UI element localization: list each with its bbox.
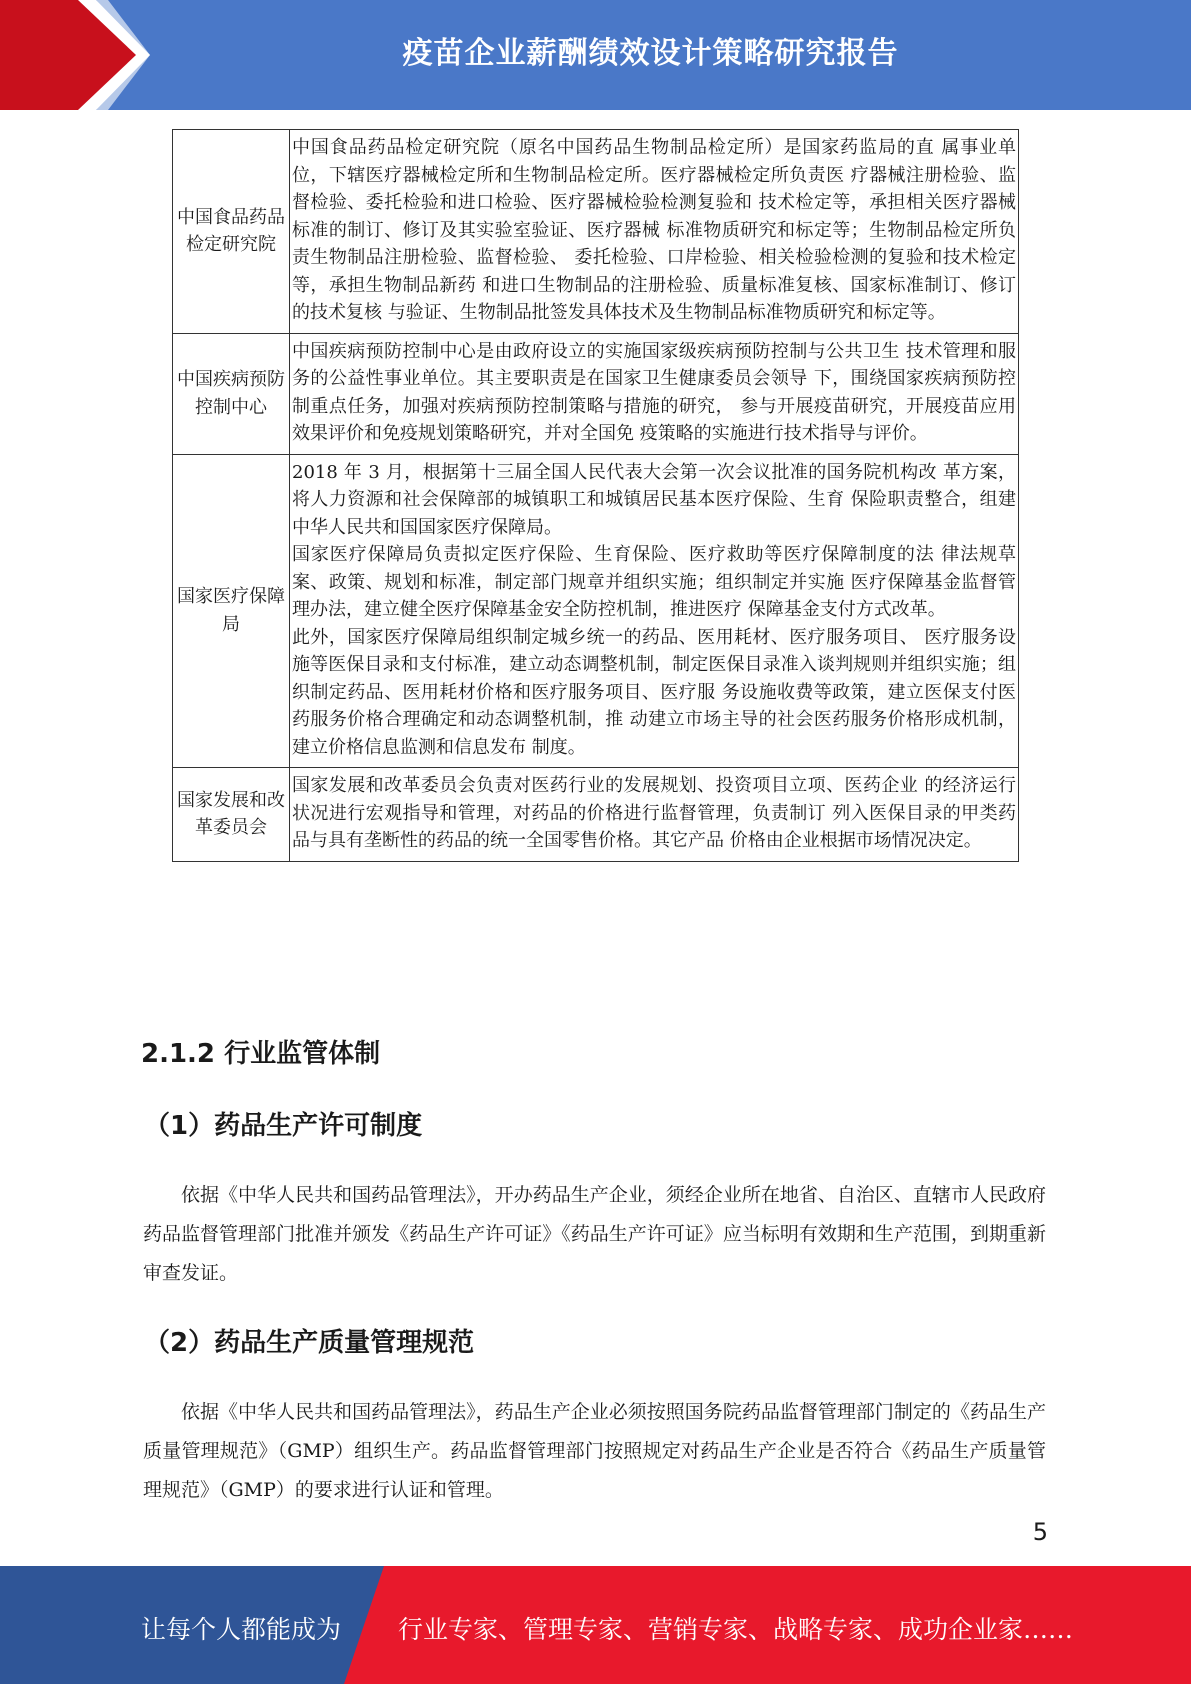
table-row bbox=[173, 333, 1019, 454]
header-arrow-decoration bbox=[0, 0, 170, 110]
description-paragraph: 国家发展和改革委员会负责对医药行业的发展规划、投资项目立项、医药企业 的经济运行状况进行宏观指导和管理，对药品的价格进行监督管理，负责制订 列入医保目录的甲类药品与具有垄断性的药品的统一全国零售价格。其它产品 价格由企业根据市场情况决定。 bbox=[292, 775, 1016, 851]
subsection-body-2: 依据《中华人民共和国药品管理法》，药品生产企业必须按照国务院药品监督管理部门制定的《药品生产质量管理规范》（GMP）组织生产。药品监督管理部门按照规定对药品生产企业是否符合《药品生产质量管理规范》（GMP）的要求进行认证和管理。 bbox=[143, 1401, 1046, 1501]
page-number: 5 bbox=[1032, 1518, 1048, 1546]
org-description-cell bbox=[290, 333, 1019, 454]
page-footer bbox=[0, 1566, 1191, 1684]
org-description-cell bbox=[290, 768, 1019, 862]
description-paragraph: 中国食品药品检定研究院（原名中国药品生物制品检定所）是国家药监局的直 属事业单位，下辖医疗器械检定所和生物制品检定所。医疗器械检定所负责医 疗器械注册检验、监督检验、委托检验和进口检验、医疗器械检验检测复验和 技术检定等，承担相关医疗器械标准的制订、修订及其实验室验证、医疗器械 标准物质研究和标定等；生物制品检定所负责生物制品注册检验、监督检验、 委托检验、口岸检验、相关检验检测的复验和技术检定等，承担生物制品新药 和进口生物制品的注册检验、质量标准复核、国家标准制订、修订的技术复核 与验证、生物制品批签发具体技术及生物制品标准物质研究和标定等。 bbox=[292, 137, 1016, 323]
org-description-cell bbox=[290, 130, 1019, 334]
organization-table bbox=[172, 129, 1019, 862]
description-paragraph: 此外，国家医疗保障局组织制定城乡统一的药品、医用耗材、医疗服务项目、 医疗服务设施等医保目录和支付标准，建立动态调整机制，制定医保目录准入谈判规则并组织实施；组织制定药品、医用耗材价格和医疗服务项目、医疗服 务设施收费等政策，建立医保支付医药服务价格合理确定和动态调整机制，推 动建立市场主导的社会医药服务价格形成机制，建立价格信息监测和信息发布 制度。 bbox=[292, 626, 1016, 758]
description-paragraph: 2018 年 3 月，根据第十三届全国人民代表大会第一次会议批准的国务院机构改 革方案，将人力资源和社会保障部的城镇职工和城镇居民基本医疗保险、生育 保险职责整合，组建中华人民共和国国家医疗保障局。 bbox=[292, 461, 1016, 538]
description-paragraph: 国家医疗保障局负责拟定医疗保险、生育保险、医疗救助等医疗保障制度的法 律法规草案、政策、规划和标准，制定部门规章并组织实施；组织制定并实施 医疗保障基金监督管理办法，建立健全医疗保障基金安全防控机制，推进医疗 保障基金支付方式改革。 bbox=[292, 544, 1016, 620]
table-row bbox=[173, 454, 1019, 768]
description-paragraph: 中国疾病预防控制中心是由政府设立的实施国家级疾病预防控制与公共卫生 技术管理和服务的公益性事业单位。其主要职责是在国家卫生健康委员会领导 下，围绕国家疾病预防控制重点任务，加强对疾病预防控制策略与措施的研究， 参与开展疫苗研究，开展疫苗应用效果评价和免疫规划策略研究，并对全国免 疫策略的实施进行技术指导与评价。 bbox=[292, 340, 1016, 444]
org-name-cell: 国家医疗保障局 bbox=[173, 454, 290, 768]
org-description-cell bbox=[290, 454, 1019, 768]
subsection-heading-2: （2）药品生产质量管理规范 bbox=[144, 1328, 475, 1358]
footer-slogan-left: 让每个人都能成为 bbox=[141, 1615, 342, 1644]
table-row bbox=[173, 768, 1019, 862]
org-name-cell: 中国食品药品检定研究院 bbox=[173, 130, 290, 334]
footer-slogan-right: 行业专家、管理专家、营销专家、战略专家、成功企业家…… bbox=[398, 1615, 1074, 1644]
section-heading: 2.1.2 行业监管体制 bbox=[141, 1039, 381, 1069]
subsection-heading-1: （1）药品生产许可制度 bbox=[144, 1111, 423, 1141]
table-row bbox=[173, 130, 1019, 334]
subsection-body-1: 依据《中华人民共和国药品管理法》，开办药品生产企业，须经企业所在地省、自治区、直辖市人民政府药品监督管理部门批准并颁发《药品生产许可证》《药品生产许可证》应当标明有效期和生产范围，到期重新审查发证。 bbox=[143, 1184, 1046, 1284]
org-name-cell: 国家发展和改革委员会 bbox=[173, 768, 290, 862]
org-name-cell: 中国疾病预防控制中心 bbox=[173, 333, 290, 454]
report-title: 疫苗企业薪酬绩效设计策略研究报告 bbox=[402, 36, 899, 71]
page-header bbox=[0, 0, 1191, 110]
